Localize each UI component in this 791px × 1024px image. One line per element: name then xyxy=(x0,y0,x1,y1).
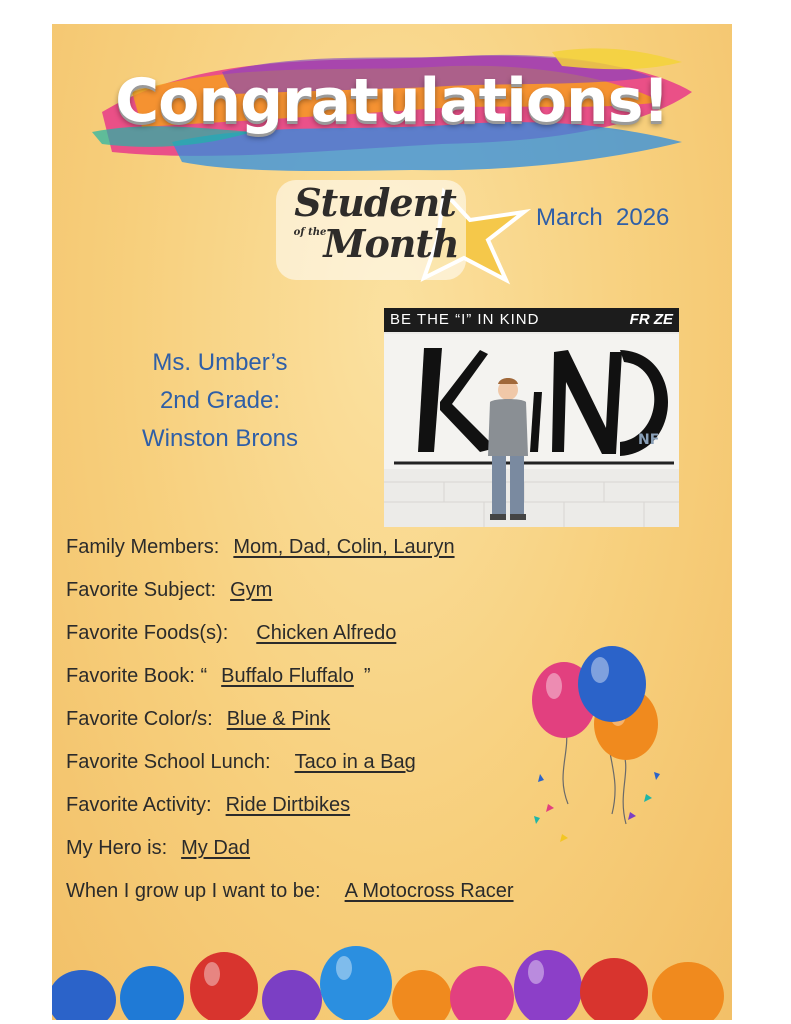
student-name: Winston Brons xyxy=(141,425,299,452)
congratulations-title: Congratulations! xyxy=(115,66,669,136)
balloons-illustration xyxy=(526,644,676,844)
field-label: My Hero is: xyxy=(66,837,168,859)
poster xyxy=(52,24,732,1020)
field-favorite-subject xyxy=(66,579,726,622)
field-label: Favorite Subject: xyxy=(66,579,217,601)
field-label: Favorite Book: “ xyxy=(66,665,208,687)
field-label: Favorite Foods(s): xyxy=(66,622,229,644)
field-when-i-grow-up xyxy=(66,880,726,923)
field-label: Favorite Activity: xyxy=(66,794,212,816)
field-value: Gym xyxy=(230,579,273,601)
field-family-members xyxy=(66,536,726,579)
photo-sign-mark: NF xyxy=(638,432,660,448)
field-value: Ride Dirtbikes xyxy=(225,794,351,816)
field-label: Favorite Color/s: xyxy=(66,708,213,730)
field-value: A Motocross Racer xyxy=(344,880,514,902)
photo-banner-brand: FR ZE xyxy=(629,311,673,328)
student-photo xyxy=(384,308,679,527)
teacher-name: Ms. Umber’s xyxy=(152,349,288,376)
photo-banner-text: BE THE “I” IN KIND xyxy=(390,311,540,328)
field-value: My Dad xyxy=(181,837,251,859)
class-info xyxy=(100,344,340,458)
field-value: Buffalo Fluffalo xyxy=(221,665,354,687)
photo-scene xyxy=(384,332,679,527)
field-value: Chicken Alfredo xyxy=(256,622,397,644)
badge-student-text: Student xyxy=(294,180,456,225)
field-value: Blue & Pink xyxy=(226,708,331,730)
badge-of-the-text: of the xyxy=(293,227,327,238)
field-label: Family Members: xyxy=(66,536,220,558)
field-label: Favorite School Lunch: xyxy=(66,751,271,773)
field-label: When I grow up I want to be: xyxy=(66,880,321,902)
photo-banner xyxy=(384,308,679,332)
badge-month-text: Month xyxy=(323,221,459,266)
field-value: Mom, Dad, Colin, Lauryn xyxy=(233,536,455,558)
bottom-balloons xyxy=(52,942,732,1020)
month-date: March 2026 xyxy=(536,204,670,231)
grade-label: 2nd Grade: xyxy=(159,387,281,414)
field-suffix: ” xyxy=(363,665,371,687)
field-value: Taco in a Bag xyxy=(294,751,416,773)
